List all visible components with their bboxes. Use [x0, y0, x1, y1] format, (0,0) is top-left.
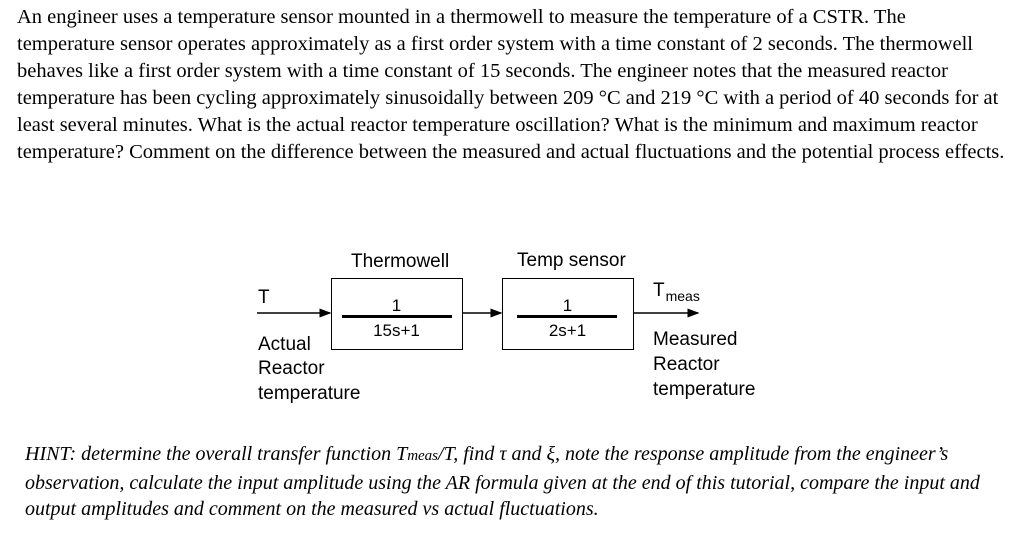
hint-text-start: HINT: determine the overall transfer function T — [25, 443, 408, 465]
temp-sensor-denominator: 2s+1 — [548, 321, 587, 340]
output-label-line3: temperature — [653, 379, 756, 400]
input-label-line1: Actual — [258, 334, 311, 355]
temp-sensor-block — [502, 278, 634, 350]
output-symbol — [653, 279, 699, 303]
output-symbol-letter: T — [653, 280, 665, 301]
thermowell-denominator: 15s+1 — [373, 321, 420, 340]
input-label-line3: temperature — [258, 383, 361, 404]
hint-text-end: /T, find τ and ξ, note the response amplitude from the engineer’s observation, calculate the input amplitude using the AR formula given at the end of this tutorial, compare the input and output amplitudes and comment on the measured vs actual fluctuations. — [25, 443, 980, 520]
problem-statement: An engineer uses a temperature sensor mounted in a thermowell to measure the temperature of a CSTR. The temperature sensor operates approximately as a first order system with a time constant of 2 seconds. The thermowell behaves like a first order system with a time constant of 15 seconds. The engineer notes that the measured reactor temperature has been cycling approximately sinusoidally between 209 °C and 219 °C with a period of 40 seconds for at least several minutes. What is the actual reactor temperature oscillation? What is the minimum and maximum reactor temperature? Comment on the difference between the measured and actual fluctuations and the potential process effects. — [17, 6, 1005, 163]
input-symbol: T — [258, 287, 270, 308]
temp-sensor-fraction-bar — [517, 315, 617, 318]
temp-sensor-title: Temp sensor — [517, 250, 626, 271]
hint-paragraph — [25, 441, 1015, 523]
hint-subscript: meas — [407, 448, 439, 464]
output-label-line2: Reactor — [653, 354, 720, 375]
temp-sensor-numerator: 1 — [562, 296, 573, 315]
thermowell-numerator: 1 — [391, 296, 402, 315]
thermowell-block — [331, 278, 463, 350]
output-subscript: meas — [665, 288, 700, 304]
thermowell-fraction-bar — [342, 315, 452, 318]
input-label-line2: Reactor — [258, 358, 325, 379]
output-label-line1: Measured — [653, 329, 738, 350]
thermowell-title: Thermowell — [351, 251, 450, 272]
